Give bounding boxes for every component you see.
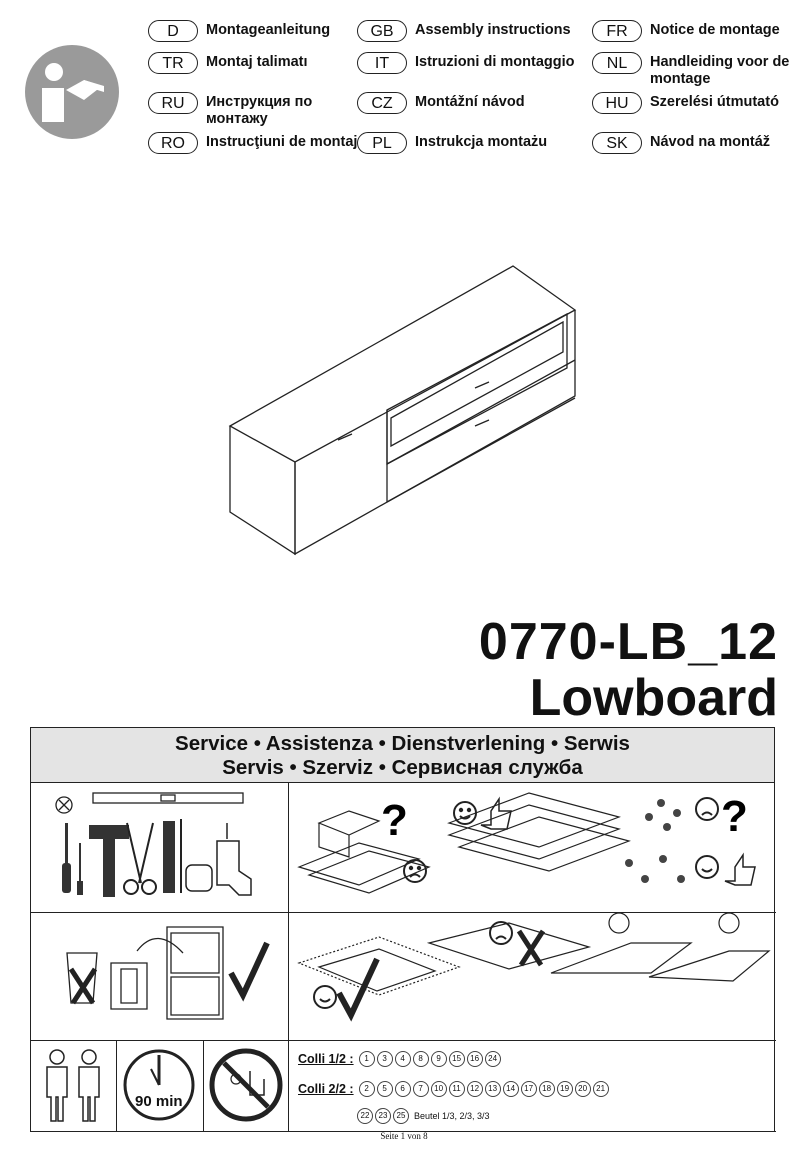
language-code: IT bbox=[357, 52, 407, 74]
part-number: 8 bbox=[413, 1051, 429, 1067]
language-gb bbox=[357, 20, 571, 42]
language-code: SK bbox=[592, 132, 642, 154]
language-code: D bbox=[148, 20, 198, 42]
time-label: 90 min bbox=[135, 1093, 183, 1110]
language-label: Notice de montage bbox=[650, 22, 780, 38]
colli-1-label: Colli 1/2 : bbox=[298, 1052, 354, 1066]
language-sk bbox=[592, 132, 770, 154]
language-cz bbox=[357, 92, 525, 114]
language-code: RO bbox=[148, 132, 198, 154]
part-number: 22 bbox=[357, 1108, 373, 1124]
part-number: 7 bbox=[413, 1081, 429, 1097]
language-label: Инструкция по монтажу bbox=[206, 94, 313, 127]
drill-icon bbox=[217, 823, 251, 895]
scissors-icon bbox=[124, 823, 156, 894]
smiley-happy-icon bbox=[454, 802, 476, 824]
language-code: GB bbox=[357, 20, 407, 42]
part-number: 19 bbox=[557, 1081, 573, 1097]
language-label: Istruzioni di montaggio bbox=[415, 54, 575, 70]
language-label: Montážní návod bbox=[415, 94, 525, 110]
part-number: 1 bbox=[359, 1051, 375, 1067]
language-code: RU bbox=[148, 92, 198, 114]
part-number: 18 bbox=[539, 1081, 555, 1097]
tools-icon bbox=[31, 783, 287, 911]
filing-cell bbox=[31, 913, 289, 1041]
language-label: Instrukcja montażu bbox=[415, 134, 548, 150]
language-code: PL bbox=[357, 132, 407, 154]
screwdriver-icon bbox=[62, 823, 83, 895]
language-label: Montaj talimatı bbox=[206, 54, 308, 70]
part-number: 16 bbox=[467, 1051, 483, 1067]
language-code: HU bbox=[592, 92, 642, 114]
part-number: 20 bbox=[575, 1081, 591, 1097]
instruction-grid bbox=[30, 783, 775, 1132]
language-nl bbox=[592, 52, 800, 88]
language-code: CZ bbox=[357, 92, 407, 114]
part-number: 25 bbox=[393, 1108, 409, 1124]
language-label: Instrucţiuni de montaj bbox=[206, 134, 358, 150]
language-ru bbox=[148, 92, 376, 128]
part-number: 2 bbox=[359, 1081, 375, 1097]
packaging-cell bbox=[289, 783, 776, 913]
language-label: Handleiding voor de montage bbox=[650, 54, 790, 87]
part-number: 4 bbox=[395, 1051, 411, 1067]
part-number: 13 bbox=[485, 1081, 501, 1097]
colli-cell bbox=[289, 1041, 776, 1132]
page-footer: Seite 1 von 8 bbox=[380, 1131, 428, 1141]
no-children-icon bbox=[204, 1041, 287, 1130]
part-number: 10 bbox=[431, 1081, 447, 1097]
svg-text:?: ? bbox=[721, 792, 748, 841]
language-label: Assembly instructions bbox=[415, 22, 571, 38]
language-tr bbox=[148, 52, 308, 74]
no-children-cell bbox=[204, 1041, 289, 1132]
tools-cell bbox=[31, 783, 289, 913]
filing-cabinet-icon bbox=[31, 913, 287, 1039]
service-line-1: Service • Assistenza • Dienstverlening • Serwis bbox=[175, 732, 630, 755]
language-label: Szerelési útmutató bbox=[650, 94, 779, 110]
part-number: 15 bbox=[449, 1051, 465, 1067]
part-number: 24 bbox=[485, 1051, 501, 1067]
language-ro bbox=[148, 132, 357, 154]
checkmark-icon bbox=[231, 943, 267, 995]
cross-icon bbox=[71, 969, 95, 1003]
manual-reader-icon bbox=[24, 44, 120, 140]
language-hu bbox=[592, 92, 779, 114]
part-number: 17 bbox=[521, 1081, 537, 1097]
part-number: 3 bbox=[377, 1051, 393, 1067]
part-number: 12 bbox=[467, 1081, 483, 1097]
part-number: 5 bbox=[377, 1081, 393, 1097]
part-number: 23 bbox=[375, 1108, 391, 1124]
persons-cell bbox=[31, 1041, 117, 1132]
part-number: 11 bbox=[449, 1081, 465, 1097]
language-code: TR bbox=[148, 52, 198, 74]
part-number: 21 bbox=[593, 1081, 609, 1097]
language-label: Montageanleitung bbox=[206, 22, 331, 38]
language-d bbox=[148, 20, 330, 42]
floor-cell bbox=[289, 913, 776, 1041]
product-name: Lowboard bbox=[529, 669, 778, 727]
time-cell bbox=[117, 1041, 204, 1132]
language-pl bbox=[357, 132, 547, 154]
service-line-2: Servis • Szerviz • Сервисная служба bbox=[222, 756, 583, 779]
hammer-icon bbox=[89, 825, 129, 897]
part-number: 14 bbox=[503, 1081, 519, 1097]
product-code: 0770-LB_12 bbox=[478, 613, 778, 671]
language-code: NL bbox=[592, 52, 642, 74]
question-icon: ? bbox=[381, 796, 408, 845]
two-persons-icon bbox=[31, 1041, 115, 1130]
part-number: 9 bbox=[431, 1051, 447, 1067]
colli-2-label: Colli 2/2 : bbox=[298, 1082, 354, 1096]
part-number: 6 bbox=[395, 1081, 411, 1097]
language-code: FR bbox=[592, 20, 642, 42]
language-it bbox=[357, 52, 575, 74]
language-fr bbox=[592, 20, 780, 42]
language-label: Návod na montáž bbox=[650, 134, 771, 150]
clock-icon bbox=[117, 1041, 202, 1130]
lowboard-drawing bbox=[225, 262, 585, 562]
service-banner bbox=[30, 727, 775, 783]
beutel-label: Beutel 1/3, 2/3, 3/3 bbox=[414, 1111, 490, 1121]
